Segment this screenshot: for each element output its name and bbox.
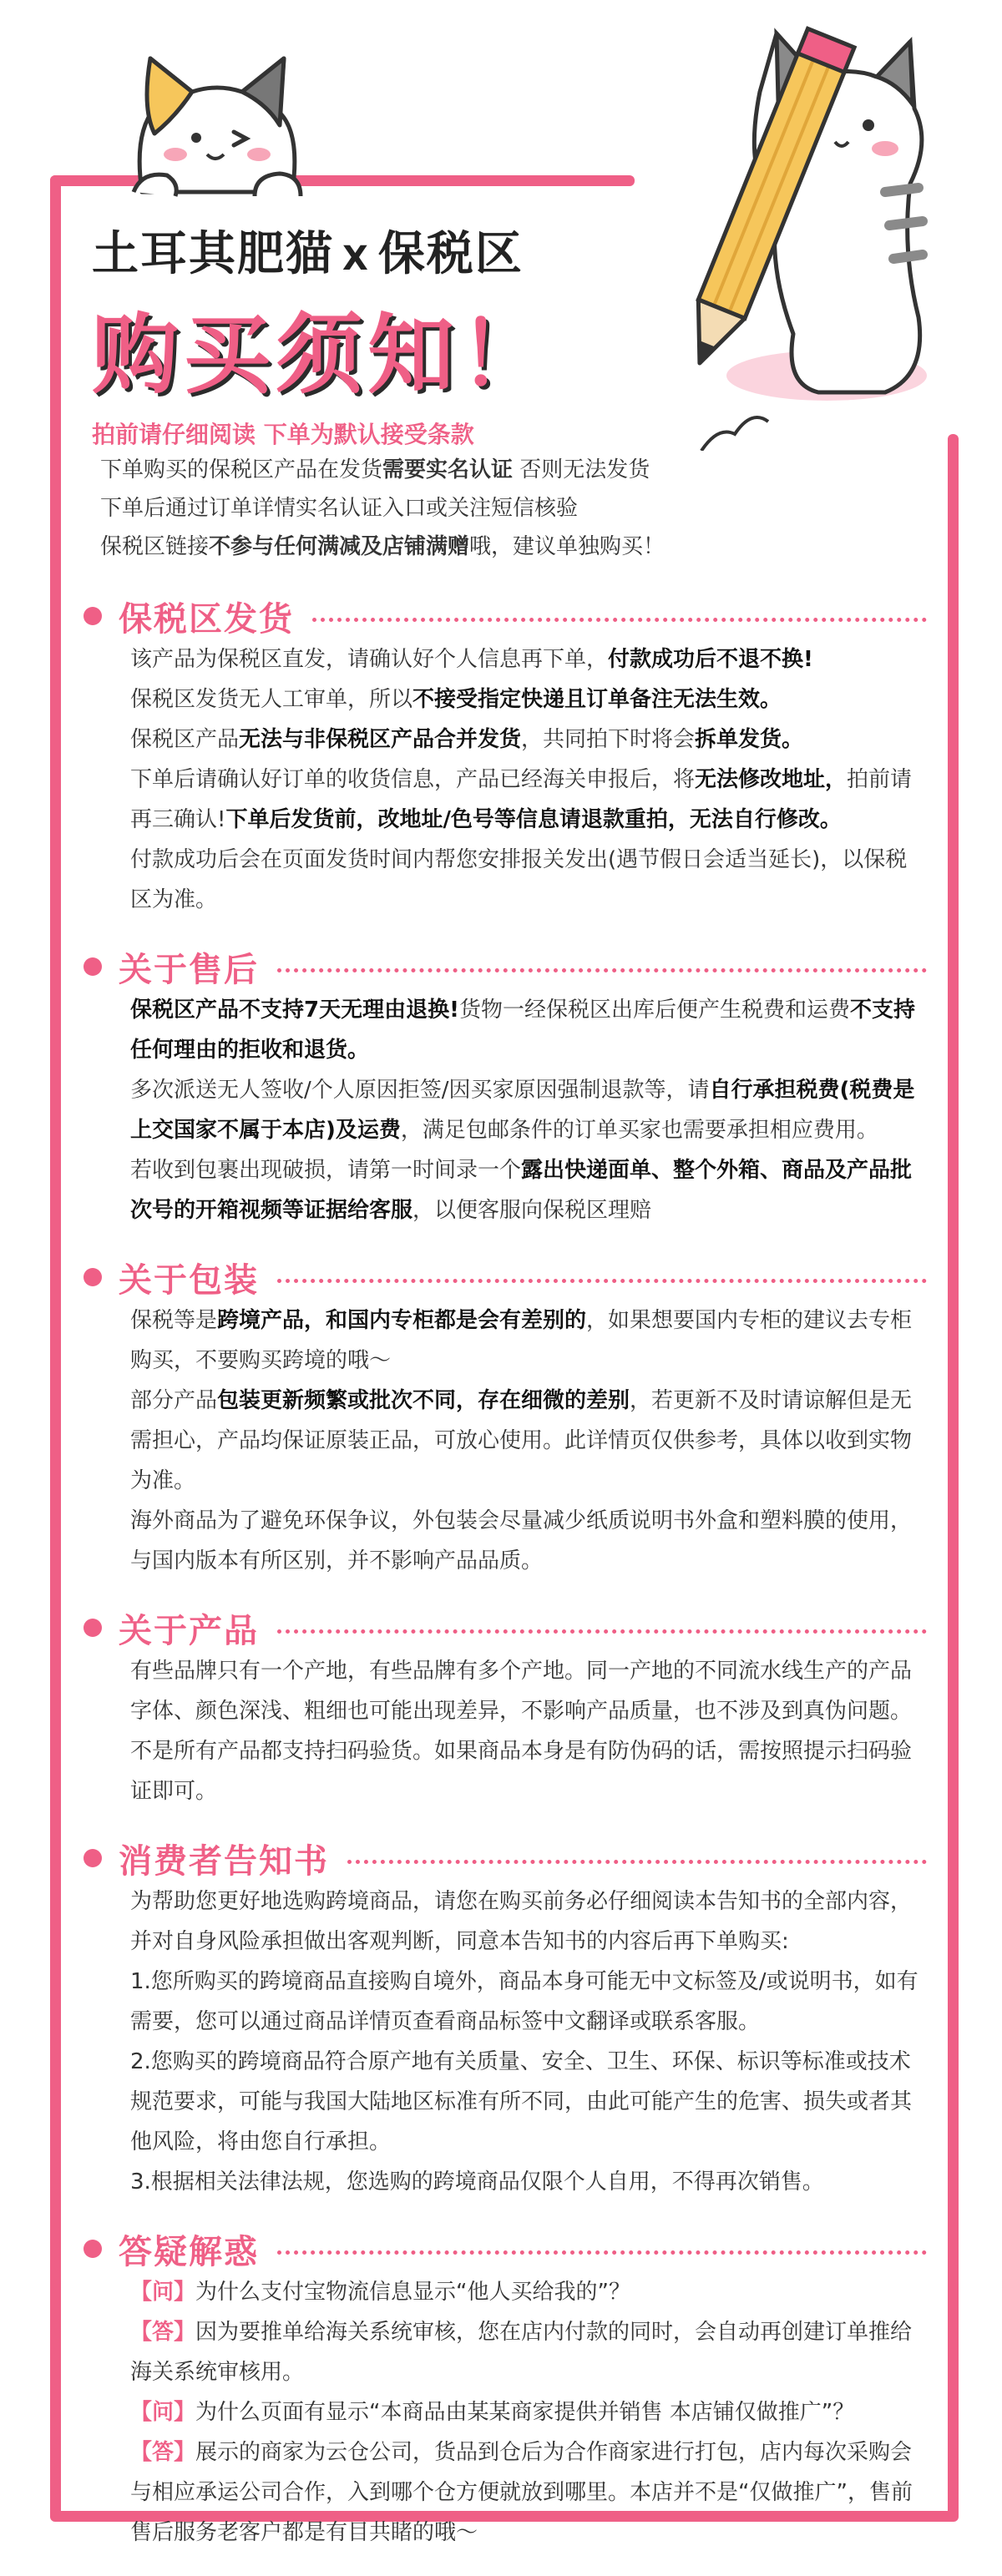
section-body: 该产品为保税区直发，请确认好个人信息再下单，付款成功后不退不换! 保税区发货无人工审单，所以不接受指定快递且订单备注无法生效。 保税区产品无法与非保税区产品合并发货，共同拍下时将会拆单发货。 下单后请确认好订单的收货信息，产品已经海关申报后，将无法修改地址，拍前请再三确认!下单后发货前，改地址/色号等信息请退款重拍，无法自行修改。 付款成功后会在页面发货时间内帮您安排报关发出(遇节假日会适当延长)，以保税区为准。 <box>130 647 913 912</box>
bullet-dot-icon <box>84 1849 102 1867</box>
section-title: 关于售后 <box>84 943 927 990</box>
section-faq <box>84 2225 927 2553</box>
bullet-dot-icon <box>84 2240 102 2258</box>
section-consumer-notice <box>84 1835 927 2202</box>
bullet-dot-icon <box>84 1268 102 1286</box>
section-bonded-shipping <box>84 593 927 920</box>
section-product <box>84 1604 927 1811</box>
page-subtitle: 拍前请仔细阅读 下单为默认接受条款 <box>92 421 474 448</box>
intro-line-2: 下单后通过订单详情实名认证入口或关注短信核验 <box>100 496 579 521</box>
section-body: 为帮助您更好地选购跨境商品，请您在购买前务必仔细阅读本告知书的全部内容，并对自身风险承担做出客观判断，同意本告知书的内容后再下单购买: 1.您所购买的跨境商品直接购自境外，商品本身可能无中文标签及/或说明书，如有需要，您可以通过商品详情页查看商品标签中文翻译或联系客服。 2.您购买的跨境商品符合原产地有关质量、安全、卫生、环保、标识等标准或技术规范要求，可能与我国大陆地区标准有所不同，由此可能产生的危害、损失或者其他风险，将由您自行承担。 3.根据相关法律法规，您选购的跨境商品仅限个人自用，不得再次销售。 <box>130 1889 918 2195</box>
section-body: 有些品牌只有一个产地，有些品牌有多个产地。同一产地的不同流水线生产的产品字体、颜色深浅、粗细也可能出现差异，不影响产品质量，也不涉及到真伪问题。 不是所有产品都支持扫码验货。如果商品本身是有防伪码的话，需按照提示扫码验证即可。 <box>130 1659 913 1804</box>
section-body <box>84 2272 927 2553</box>
intro-line-1: 下单购买的保税区产品在发货需要实名认证 否则无法发货 <box>100 457 650 482</box>
border-right <box>948 434 959 2521</box>
brand-x: X <box>342 240 370 278</box>
page-title: 购买须知！ <box>92 304 552 406</box>
brand-bonded: 保税区 <box>377 227 524 281</box>
section-title: 消费者告知书 <box>84 1835 927 1881</box>
dotted-divider <box>347 1860 927 1864</box>
faq-answer: 【答】因为要推单给海关系统审核，您在店内付款的同时，会自动再创建订单推给海关系统审核用。 <box>130 2320 913 2385</box>
bullet-dot-icon <box>84 1619 102 1637</box>
bullet-dot-icon <box>84 607 102 625</box>
pencil-cat-illustration <box>635 17 952 451</box>
faq-answer: 【答】展示的商家为云仓公司，货品到仓后为合作商家进行打包，店内每次采购会与相应承运公司合作，入到哪个仓方便就放到哪里。本店并不是“仅做推广”，售前售后服务老客户都是有目共睹的哦～ <box>130 2440 913 2545</box>
section-title: 关于包装 <box>84 1254 927 1301</box>
bullet-dot-icon <box>84 957 102 976</box>
brand-line <box>92 225 676 288</box>
section-body: 保税区产品不支持7天无理由退换!货物一经保税区出库后便产生税费和运费不支持任何理由的拒收和退货。 多次派送无人签收/个人原因拒签/因买家原因强制退款等，请自行承担税费(税费是上交国家不属于本店)及运费，满足包邮条件的订单买家也需要承担相应费用。 若收到包裹出现破损，请第一时间录一个露出快递面单、整个外箱、商品及产品批次号的开箱视频等证据给客服，以便客服向保税区理赔 <box>130 998 915 1223</box>
brand-name: 土耳其肥猫 <box>92 227 334 281</box>
faq-question: 【问】为什么页面有显示“本商品由某某商家提供并销售 本店铺仅做推广”？ <box>130 2400 855 2425</box>
section-title: 关于产品 <box>84 1604 927 1651</box>
header <box>92 225 676 452</box>
section-title: 保税区发货 <box>84 593 927 639</box>
section-body: 保税等是跨境产品，和国内专柜都是会有差别的，如果想要国内专柜的建议去专柜购买，不要购买跨境的哦～ 部分产品包装更新频繁或批次不同，存在细微的差别，若更新不及时请谅解但是无需担心，产品均保证原装正品，可放心使用。此详情页仅供参考，具体以收到实物为准。 海外商品为了避免环保争议，外包装会尽量减少纸质说明书外盒和塑料膜的使用，与国内版本有所区别，并不影响产品品质。 <box>130 1308 913 1573</box>
dotted-divider <box>277 1279 927 1283</box>
peeking-cat-illustration <box>109 33 326 209</box>
section-packaging <box>84 1254 927 1581</box>
intro-text <box>100 451 835 566</box>
dotted-divider <box>277 2250 927 2255</box>
section-title: 答疑解惑 <box>84 2225 927 2272</box>
section-after-sales <box>84 943 927 1230</box>
dotted-divider <box>277 968 927 972</box>
dotted-divider <box>277 1629 927 1634</box>
intro-line-3: 保税区链接不参与任何满减及店铺满赠哦，建议单独购买！ <box>100 534 665 559</box>
dotted-divider <box>312 618 927 622</box>
faq-question: 【问】为什么支付宝物流信息显示“他人买给我的”？ <box>130 2280 630 2305</box>
border-left <box>50 175 61 2521</box>
content <box>84 593 927 2576</box>
